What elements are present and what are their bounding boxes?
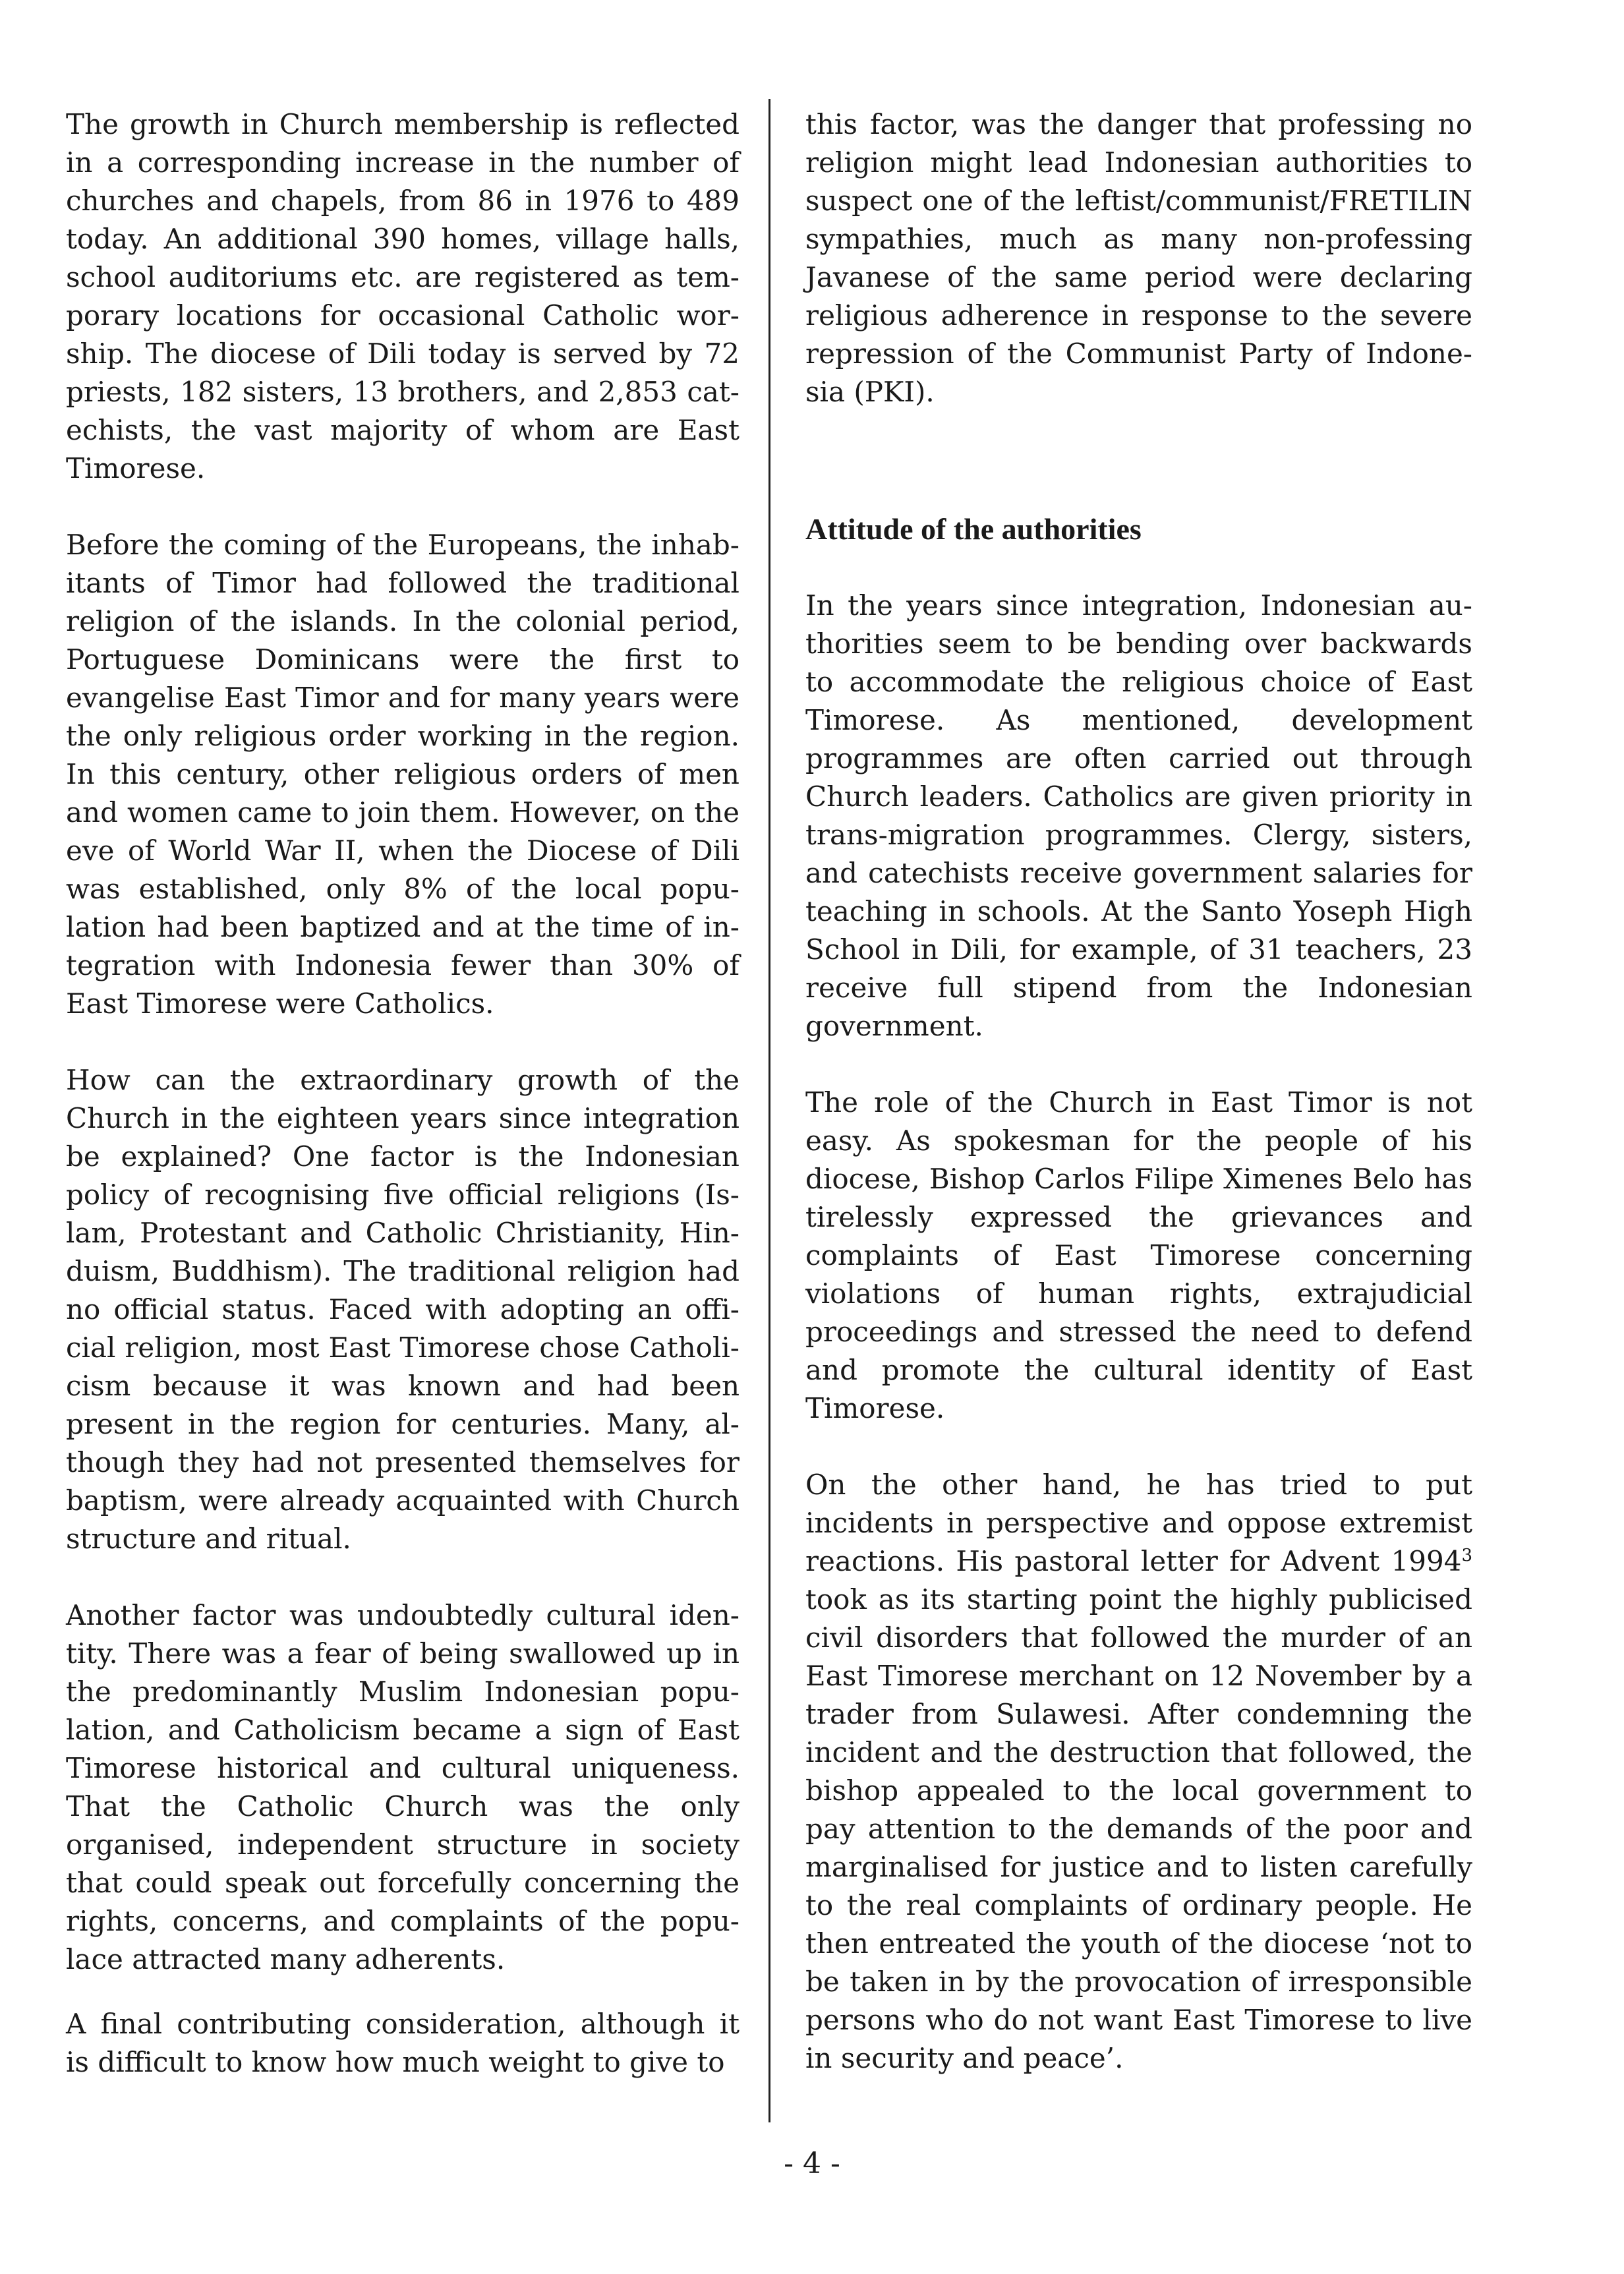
column-divider: [768, 99, 770, 2122]
left-column: [66, 105, 740, 2120]
paragraph-history: Before the coming of the Europeans, the inhabitants of Timor had followed the traditional religion of the islands. In the colonial period, Portuguese Dominicans were the first to evangelise East Timor and for many years were the only religious order working in the region. In this century, other religious orders of men and women came to join them. However, on the eve of World War II, when the Diocese of Dili was established, only 8% of the local population had been baptized and at the time of integration with Indonesia fewer than 30% of East Timorese were Catholics.: [66, 529, 740, 1020]
section-heading: Attitude of the authorities: [805, 512, 1142, 546]
paragraph-final-consideration: A final contributing consideration, although it is difficult to know how much weight to give to: [66, 2008, 740, 2078]
paragraph-church-growth: The growth in Church membership is reflected in a corresponding increase in the number of churches and chapels, from 86 in 1976 to 489 today. An additional 390 homes, village halls, school auditoriums etc. are registered as temporary locations for occasional Catholic worship. The diocese of Dili today is served by 72 priests, 182 sisters, 13 brothers, and 2,853 catechists, the vast majority of whom are East Timorese.: [66, 108, 740, 484]
page-number: - 4 -: [784, 2147, 840, 2180]
footnote-marker: 3: [1461, 1546, 1472, 1565]
paragraph-church-role: The role of the Church in East Timor is not easy. As spokesman for the people of his diocese, Bishop Carlos Filipe Ximenes Belo has tirelessly expressed the grievances and complaints of East Timorese concerning violations of human rights, extrajudicial proceedings and stressed the need to defend and promote the cultural identity of East Timorese.: [805, 1086, 1472, 1424]
paragraph-explanation: How can the extraordinary growth of the Church in the eighteen years since integration be explained? One factor is the Indonesian policy of recognising five official religions (Islam, Protestant and Catholic Christianity, Hinduism, Buddhism). The traditional religion had no official status. Faced with adopting an official religion, most East Timorese chose Catholicism because it was known and had been present in the region for centuries. Many, although they had not presented themselves for baptism, were already acquainted with Church structure and ritual.: [66, 1064, 740, 1555]
paragraph-pastoral-letter: [805, 1466, 1472, 2078]
pastoral-letter-text-start: On the other hand, he has tried to put incidents in perspective and oppose extremist reactions. His pastoral letter for Advent 1994: [805, 1469, 1472, 1577]
paragraph-cultural-identity: Another factor was undoubtedly cultural identity. There was a fear of being swallowed up in the predominantly Muslim Indonesian population, and Catholicism became a sign of East Timorese historical and cultural uniqueness. That the Catholic Church was the only organised, independent structure in society that could speak out forcefully concerning the rights, concerns, and complaints of the populace attracted many adherents.: [66, 1599, 740, 1975]
paragraph-leftist-suspicion: this factor, was the danger that professing no religion might lead Indonesian authorities to suspect one of the leftist/communist/FRETILIN sympathies, much as many non-professing Javanese of the same period were declaring religious adherence in response to the severe repression of the Communist Party of Indonesia (PKI).: [805, 108, 1472, 408]
pastoral-letter-text-end: took as its starting point the highly publicised civil disorders that followed the murder of an East Timorese merchant on 12 November by a trader from Sulawesi. After condemning the incident and the destruction that followed, the bishop appealed to the local government to pay attention to the demands of the poor and marginalised for justice and to listen carefully to the real complaints of ordinary people. He then entreated the youth of the diocese ‘not to be taken in by the provocation of irresponsible persons who do not want East Timorese to live in security and peace’.: [805, 1583, 1472, 2074]
paragraph-authorities: In the years since integration, Indonesian authorities seem to be bending over backwards to accommodate the religious choice of East Timorese. As mentioned, development programmes are often carried out through Church leaders. Catholics are given priority in trans-migration programmes. Clergy, sisters, and catechists receive government salaries for teaching in schools. At the Santo Yoseph High School in Dili, for example, of 31 teachers, 23 receive full stipend from the Indonesian government.: [805, 589, 1472, 1042]
right-column: [805, 105, 1472, 2116]
